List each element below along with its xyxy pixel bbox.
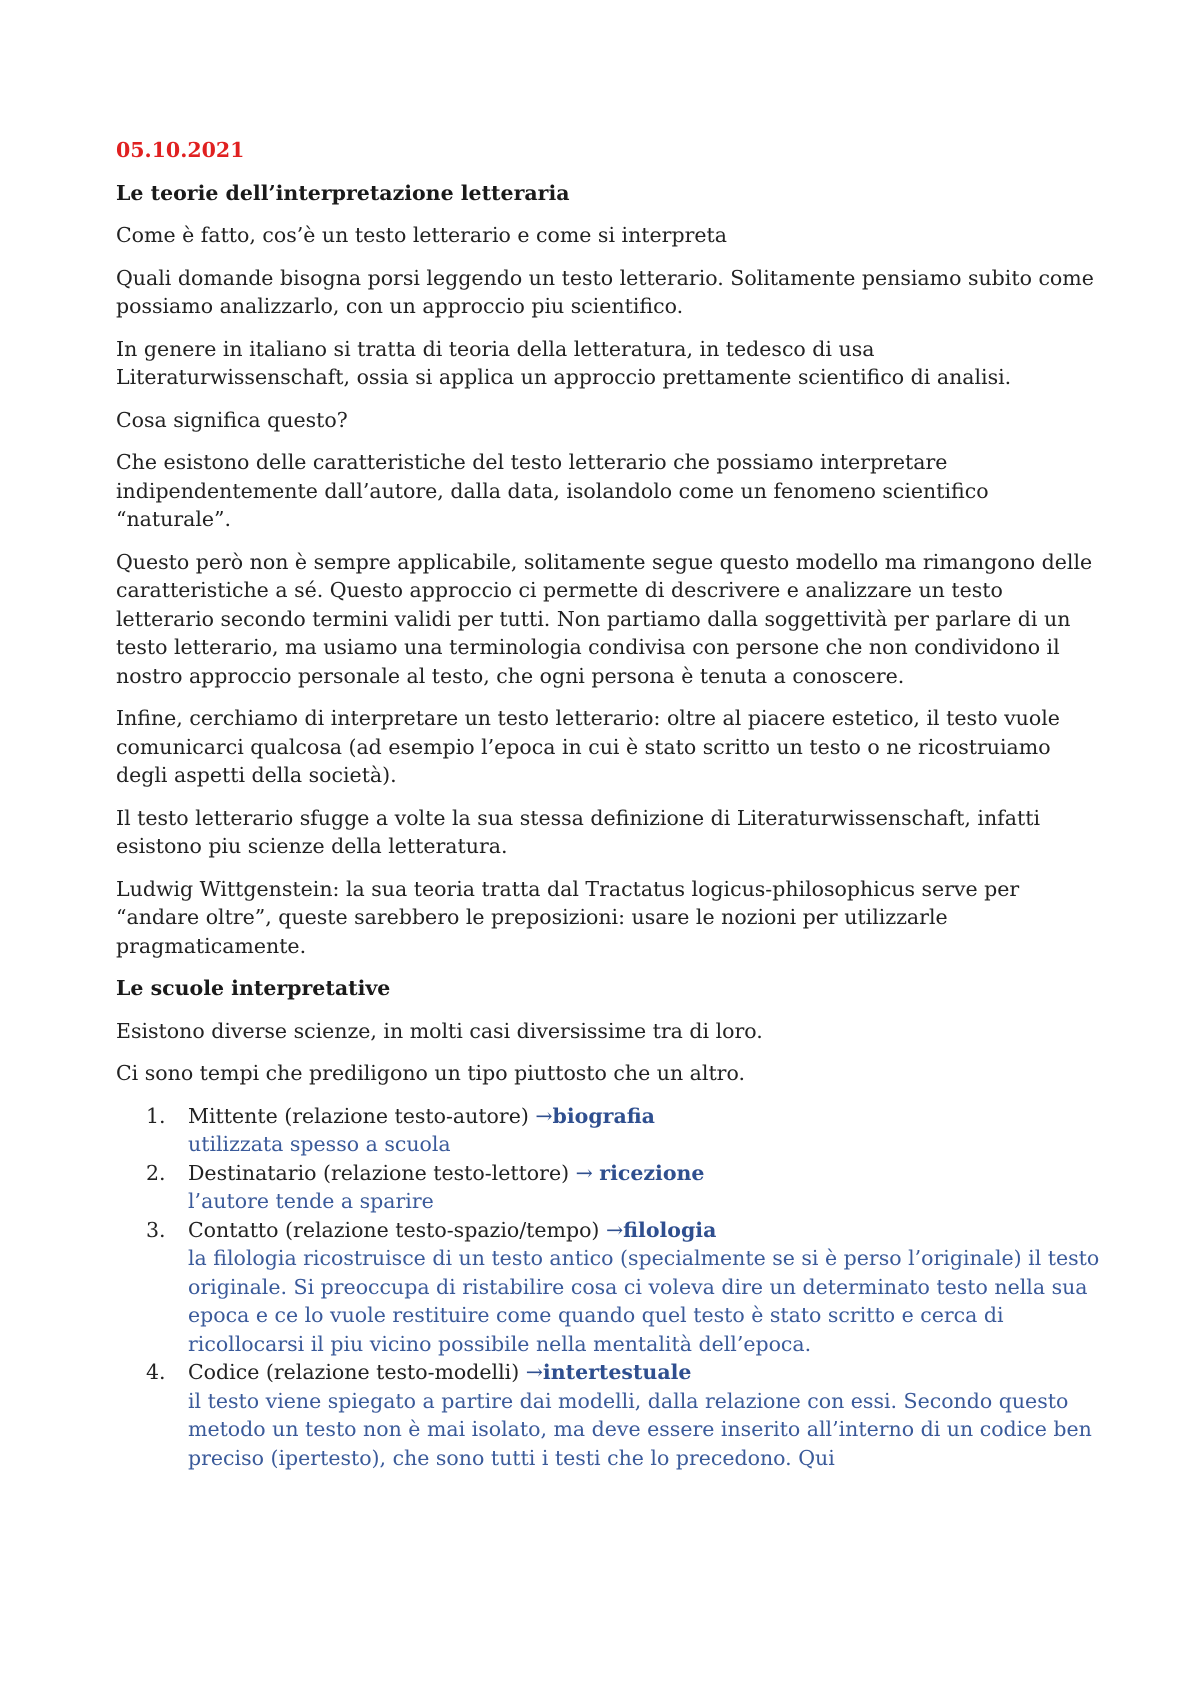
list-item-term: biografia [552,1103,655,1128]
list-number: 4. [146,1360,166,1384]
list-item-description: utilizzata spesso a scuola [188,1132,451,1156]
arrow-icon: → [519,1360,543,1384]
arrow-icon: → [569,1160,600,1185]
paragraph: Cosa significa questo? [116,407,348,432]
paragraph: Esistono diverse scienze, in molti casi diversissime tra di loro. [116,1018,763,1043]
document-page [116,136,1106,1472]
list-item-description: l’autore tende a sparire [188,1189,434,1213]
paragraph: Quali domande bisogna porsi leggendo un testo letterario. Solitamente pensiamo subito come possiamo analizzarlo, con un approccio piu scientifico. [116,265,1094,318]
list-item-label: Destinatario (relazione testo-lettore) [188,1160,570,1185]
list-item [116,1102,1106,1159]
list-number: 2. [146,1160,166,1185]
paragraph: In genere in italiano si tratta di teoria della letteratura, in tedesco di usa Literaturwissenschaft, ossia si applica un approccio prettamente scientifico di analisi. [116,336,1012,389]
paragraph: Il testo letterario sfugge a volte la sua stessa definizione di Literaturwissenschaft, infatti esistono piu scienze della letteratura. [116,805,1041,858]
list-number: 3. [146,1217,166,1242]
arrow-icon: → [599,1217,624,1242]
list-item-label: Codice (relazione testo-modelli) [188,1360,520,1384]
paragraph: Come è fatto, cos’è un testo letterario e come si interpreta [116,223,727,247]
document-date: 05.10.2021 [116,138,245,162]
list-item-description: il testo viene spiegato a partire dai modelli, dalla relazione con essi. Secondo questo metodo un testo non è mai isolato, ma deve essere inserito all’interno di un codice ben preciso (ipertesto), che sono tutti i testi che lo precedono. Qui [188,1388,1092,1470]
arrow-icon: → [528,1103,553,1128]
list-item-term: intertestuale [542,1360,692,1384]
list-item-term: ricezione [599,1160,705,1185]
list-number: 1. [146,1103,166,1128]
list-item-label: Contatto (relazione testo-spazio/tempo) [188,1217,600,1242]
paragraph: Ludwig Wittgenstein: la sua teoria tratta dal Tractatus logicus-philosophicus serve per “andare oltre”, queste sarebbero le preposizioni: usare le nozioni per utilizzarle pragmaticamente. [116,876,1020,958]
section-title: Le scuole interpretative [116,976,391,1000]
list-item-term: filologia [623,1217,717,1242]
document-title: Le teorie dell’interpretazione letteraria [116,180,570,205]
paragraph: Questo però non è sempre applicabile, solitamente segue questo modello ma rimangono delle caratteristiche a sé. Questo approccio ci permette di descrivere e analizzare un testo letterario secondo termini validi per tutti. Non partiamo dalla soggettività per parlare di un testo letterario, ma usiamo una terminologia condivisa con persone che non condividono il nostro approccio personale al testo, che ogni persona è tenuta a conoscere. [116,549,1093,688]
interpretive-schools-list [116,1102,1106,1473]
paragraph: Infine, cerchiamo di interpretare un testo letterario: oltre al piacere estetico, il testo vuole comunicarci qualcosa (ad esempio l’epoca in cui è stato scritto un testo o ne ricostruiamo degli aspetti della società). [116,706,1060,787]
list-item [116,1216,1106,1359]
list-item-description: la filologia ricostruisce di un testo antico (specialmente se si è perso l’originale) il testo originale. Si preoccupa di ristabilire cosa ci voleva dire un determinato testo nella sua epoca e ce lo vuole restituire come quando quel testo è stato scritto e cerca di ricollocarsi il piu vicino possibile nella mentalità dell’epoca. [188,1246,1100,1356]
list-item [116,1358,1106,1472]
paragraph: Ci sono tempi che prediligono un tipo piuttosto che un altro. [116,1061,745,1085]
paragraph: Che esistono delle caratteristiche del testo letterario che possiamo interpretare indipendentemente dall’autore, dalla data, isolandolo come un fenomeno scientifico “naturale”. [116,450,989,531]
list-item [116,1159,1106,1216]
list-item-label: Mittente (relazione testo-autore) [188,1103,529,1128]
